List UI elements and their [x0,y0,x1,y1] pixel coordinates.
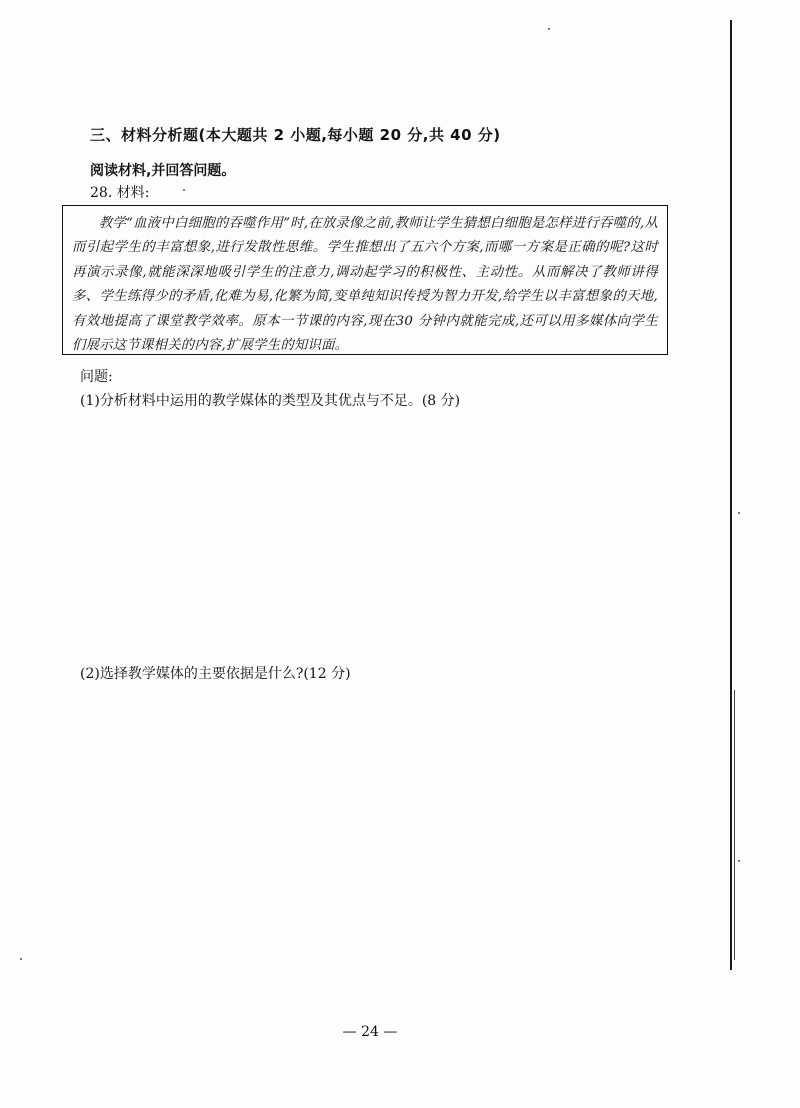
scan-speck [20,958,22,960]
reading-instruction: 阅读材料,并回答问题。 [90,163,236,179]
scan-speck [183,189,185,191]
scan-speck [548,28,550,30]
binding-margin-line-secondary [734,690,735,960]
sub-question-2: (2)选择教学媒体的主要依据是什么?(12 分) [80,666,351,682]
binding-margin-line [730,20,732,970]
section-heading: 三、材料分析题(本大题共 2 小题,每小题 20 分,共 40 分) [90,126,501,144]
questions-heading: 问题: [80,369,113,385]
material-passage-box: 教学“血液中白细胞的吞噬作用”时,在放录像之前,教师让学生猜想白细胞是怎样进行吞噬的,从而引起学生的丰富想象,进行发散性思维。学生推想出了五六个方案,而哪一方案是正确的呢?这时再演示录像,就能深深地吸引学生的注意力,调动起学习的积极性、主动性。从而解决了教师讲得多、学生练得少的矛盾,化难为易,化繁为简,变单纯知识传授为智力开发,给学生以丰富想象的天地,有效地提高了课堂教学效率。原本一节课的内容,现在30 分钟内就能完成,还可以用多媒体向学生们展示这节课相关的内容,扩展学生的知识面。 [62,205,668,355]
page-number: — 24 — [342,1024,398,1040]
scan-speck [738,512,740,514]
sub-question-1: (1)分析材料中运用的教学媒体的类型及其优点与不足。(8 分) [80,393,461,409]
scan-speck [738,860,740,862]
question-number-label: 28. 材料: [90,185,150,201]
